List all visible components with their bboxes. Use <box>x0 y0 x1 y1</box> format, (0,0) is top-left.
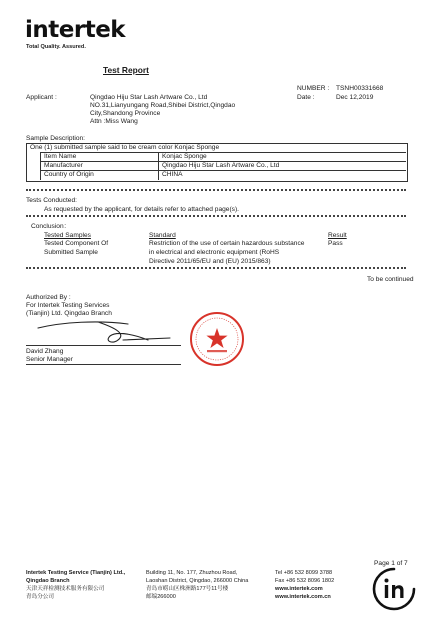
intertek-logo: intertek <box>25 17 126 43</box>
tests-text: As requested by the applicant, for details refer to attached page(s). <box>44 206 239 213</box>
footer-address: Building 11, No. 177, Zhuzhou Road, <box>146 570 238 576</box>
footer-branch-cn: 青岛分公司 <box>26 594 54 600</box>
footer-company-cn: 天津天祥检测技术服务有限公司 <box>26 586 105 592</box>
table-divider <box>40 170 406 171</box>
authorized-by-heading: Authorized By : <box>26 294 71 301</box>
applicant-line: Attn :Miss Wang <box>90 118 138 125</box>
applicant-line: City,Shandong Province <box>90 110 161 117</box>
company-stamp-seal <box>188 310 246 368</box>
report-number: TSNH00331668 <box>336 85 384 92</box>
footer-company: Intertek Testing Service (Tianjin) Ltd., <box>26 570 126 576</box>
sample-summary: One (1) submitted sample said to be cream color Konjac Sponge <box>30 144 220 151</box>
applicant-line: Qingdao Hiju Star Lash Artware Co., Ltd <box>90 94 208 101</box>
item-name-value: Konjac Sponge <box>162 153 207 160</box>
intertek-in-icon <box>371 566 417 612</box>
table-divider <box>40 152 41 180</box>
report-date-label: Date : <box>297 94 315 101</box>
dotted-separator <box>26 189 406 191</box>
applicant-label: Applicant : <box>26 94 57 101</box>
result-header: Result <box>328 232 347 239</box>
footer-branch: Qingdao Branch <box>26 578 70 584</box>
signer-underline <box>26 364 181 365</box>
signer-title: Senior Manager <box>26 356 73 363</box>
tests-heading: Tests Conducted: <box>26 197 77 204</box>
authorized-company: (Tianjin) Ltd. Qingdao Branch <box>26 310 112 317</box>
conclusion-heading: Conclusion： <box>31 223 71 230</box>
signer-name: David Zhang <box>26 348 64 355</box>
manufacturer-value: Qingdao Hiju Star Lash Artware Co., Ltd <box>162 162 280 169</box>
report-number-label: NUMBER : <box>297 85 330 92</box>
sample-heading: Sample Description: <box>26 135 86 142</box>
authorized-company: For Intertek Testing Services <box>26 302 110 309</box>
to-be-continued: To be continued <box>367 276 414 283</box>
standard-header: Standard <box>149 232 176 239</box>
standard-line: Restriction of the use of certain hazardous substance <box>149 240 305 247</box>
page-number: Page 1 of 7 <box>374 560 408 567</box>
table-divider <box>158 152 159 180</box>
standard-line: in electrical and electronic equipment (RoHS <box>149 249 280 256</box>
applicant-line: NO.31,Lianyungang Road,Shibei District,Qingdao <box>90 102 236 109</box>
manufacturer-label: Manufacturer <box>44 162 83 169</box>
footer-address-cn: 青岛市崂山区株洲路177号11号楼 <box>146 586 229 592</box>
tested-sample-line: Tested Component Of <box>44 240 109 247</box>
item-name-label: Item Name <box>44 153 77 160</box>
origin-label: Country of Origin <box>44 171 94 178</box>
signature-line <box>26 345 181 346</box>
tested-sample-line: Submitted Sample <box>44 249 98 256</box>
report-title: Test Report <box>103 65 149 75</box>
standard-line: Directive 2011/65/EU and (EU) 2015/863) <box>149 258 271 265</box>
origin-value: CHINA <box>162 171 183 178</box>
footer-website[interactable]: www.intertek.com <box>275 586 323 592</box>
dotted-separator <box>26 215 406 217</box>
result-value: Pass <box>328 240 343 247</box>
footer-fax: Fax +86 532 8096 1802 <box>275 578 335 584</box>
signature <box>28 318 178 348</box>
dotted-separator <box>26 267 406 269</box>
logo-tagline: Total Quality. Assured. <box>26 44 86 50</box>
footer-website-cn[interactable]: www.intertek.com.cn <box>275 594 331 600</box>
report-date: Dec 12,2019 <box>336 94 374 101</box>
tested-samples-header: Tested Samples <box>44 232 91 239</box>
table-divider <box>40 152 406 153</box>
footer-tel: Tel +86 532 8099 3788 <box>275 570 333 576</box>
footer-address: Laoshan District, Qingdao, 266000 China <box>146 578 249 584</box>
footer-postcode-cn: 邮编266000 <box>146 594 176 600</box>
